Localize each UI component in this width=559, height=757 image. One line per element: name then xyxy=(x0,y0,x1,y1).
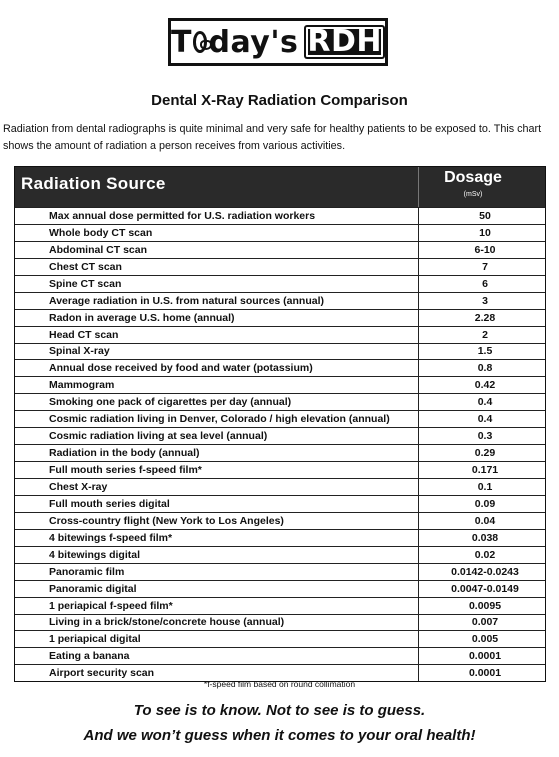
footnote: *f-speed film based on round collimation xyxy=(203,679,356,689)
table-row xyxy=(15,326,545,343)
table-row xyxy=(15,529,545,546)
radiation-source-cell: Max annual dose permitted for U.S. radiation workers xyxy=(15,208,419,224)
table-row xyxy=(15,647,545,664)
logo-text-pre: T xyxy=(171,24,192,60)
table-row xyxy=(15,309,545,326)
tagline-2: And we won’t guess when it comes to your oral health! xyxy=(83,727,476,744)
dosage-cell: 0.8 xyxy=(477,362,493,375)
radiation-table xyxy=(14,166,546,682)
dosage-cell: 0.0001 xyxy=(468,667,502,680)
header-dosage: Dosage xyxy=(444,169,502,186)
radiation-source-cell: Spinal X-ray xyxy=(15,344,419,360)
dosage-cell: 0.0001 xyxy=(468,650,502,663)
table-row xyxy=(15,359,545,376)
dosage-cell: 6-10 xyxy=(474,243,496,256)
table-row xyxy=(15,512,545,529)
dosage-cell: 0.42 xyxy=(474,379,496,392)
radiation-source-cell: Cosmic radiation living at sea level (annual) xyxy=(15,428,419,444)
dosage-cell: 0.02 xyxy=(474,548,496,561)
table-row xyxy=(15,580,545,597)
dosage-cell: 0.3 xyxy=(477,430,493,443)
dosage-cell: 6 xyxy=(482,277,488,290)
table-row xyxy=(15,597,545,614)
dosage-cell: 0.0142-0.0243 xyxy=(451,565,519,578)
dosage-cell: 0.038 xyxy=(471,531,499,544)
radiation-source-cell: Chest CT scan xyxy=(15,259,419,275)
radiation-source-cell: Radon in average U.S. home (annual) xyxy=(15,310,419,326)
radiation-source-cell: Eating a banana xyxy=(15,648,419,664)
dosage-cell: 0.4 xyxy=(477,413,493,426)
dosage-cell: 0.1 xyxy=(477,480,493,493)
tooth-icon xyxy=(193,31,208,53)
radiation-source-cell: Annual dose received by food and water (potassium) xyxy=(15,360,419,376)
radiation-source-cell: Full mouth series digital xyxy=(15,496,419,512)
table-row xyxy=(15,224,545,241)
table-row xyxy=(15,343,545,360)
table-row xyxy=(15,376,545,393)
table-row xyxy=(15,393,545,410)
dosage-cell: 0.09 xyxy=(474,497,496,510)
radiation-source-cell: 1 periapical digital xyxy=(15,631,419,647)
radiation-source-cell: Airport security scan xyxy=(15,665,419,681)
radiation-source-cell: Mammogram xyxy=(15,377,419,393)
radiation-source-cell: 1 periapical f-speed film* xyxy=(15,598,419,614)
table-row xyxy=(15,495,545,512)
table-row xyxy=(15,258,545,275)
logo-text-boxed: RDH xyxy=(304,25,385,59)
radiation-source-cell: Whole body CT scan xyxy=(15,225,419,241)
dosage-cell: 3 xyxy=(482,294,488,307)
radiation-source-cell: Panoramic digital xyxy=(15,581,419,597)
table-row xyxy=(15,207,545,224)
dosage-cell: 7 xyxy=(482,260,488,273)
radiation-source-cell: 4 bitewings digital xyxy=(15,547,419,563)
dosage-cell: 0.04 xyxy=(474,514,496,527)
table-row xyxy=(15,563,545,580)
table-row xyxy=(15,478,545,495)
logo-text-mid: day's xyxy=(208,24,299,60)
dosage-cell: 10 xyxy=(479,226,491,239)
radiation-source-cell: Spine CT scan xyxy=(15,276,419,292)
dosage-cell: 2.28 xyxy=(474,311,496,324)
dosage-cell: 0.005 xyxy=(471,633,499,646)
table-row xyxy=(15,461,545,478)
radiation-source-cell: Cosmic radiation living in Denver, Colorado / high elevation (annual) xyxy=(15,411,419,427)
table-row xyxy=(15,410,545,427)
table-row xyxy=(15,241,545,258)
dosage-cell: 0.4 xyxy=(477,396,493,409)
header-radiation-source: Radiation Source xyxy=(21,174,166,193)
dosage-cell: 50 xyxy=(479,209,491,222)
dosage-cell: 0.007 xyxy=(471,616,499,629)
radiation-source-cell: Full mouth series f-speed film* xyxy=(15,462,419,478)
dosage-cell: 0.0047-0.0149 xyxy=(451,582,519,595)
table-body xyxy=(15,207,545,681)
table-row xyxy=(15,292,545,309)
radiation-source-cell: Panoramic film xyxy=(15,564,419,580)
header-unit: (mSv) xyxy=(463,191,483,198)
dosage-cell: 2 xyxy=(482,328,488,341)
radiation-source-cell: Head CT scan xyxy=(15,327,419,343)
intro-paragraph: Radiation from dental radiographs is quite minimal and very safe for healthy patients to be exposed to. This chart shows the amount of radiation a person receives from various activities. xyxy=(3,123,542,152)
table-row xyxy=(15,546,545,563)
radiation-source-cell: Living in a brick/stone/concrete house (annual) xyxy=(15,615,419,631)
table-row xyxy=(15,444,545,461)
table-row xyxy=(15,614,545,631)
radiation-source-cell: Abdominal CT scan xyxy=(15,242,419,258)
radiation-source-cell: Cross-country flight (New York to Los Angeles) xyxy=(15,513,419,529)
dosage-cell: 1.5 xyxy=(477,345,493,358)
radiation-source-cell: Radiation in the body (annual) xyxy=(15,445,419,461)
table-row xyxy=(15,275,545,292)
table-header xyxy=(15,167,545,207)
dosage-cell: 0.0095 xyxy=(468,599,502,612)
page-title: Dental X-Ray Radiation Comparison xyxy=(151,92,408,109)
dosage-cell: 0.171 xyxy=(471,464,499,477)
radiation-source-cell: Average radiation in U.S. from natural sources (annual) xyxy=(15,293,419,309)
radiation-source-cell: 4 bitewings f-speed film* xyxy=(15,530,419,546)
tagline-1: To see is to know. Not to see is to guess. xyxy=(133,702,426,719)
table-row xyxy=(15,630,545,647)
radiation-source-cell: Chest X-ray xyxy=(15,479,419,495)
todays-rdh-logo xyxy=(168,18,388,66)
header-divider xyxy=(418,167,419,207)
dosage-cell: 0.29 xyxy=(474,447,496,460)
table-row xyxy=(15,427,545,444)
radiation-source-cell: Smoking one pack of cigarettes per day (annual) xyxy=(15,394,419,410)
